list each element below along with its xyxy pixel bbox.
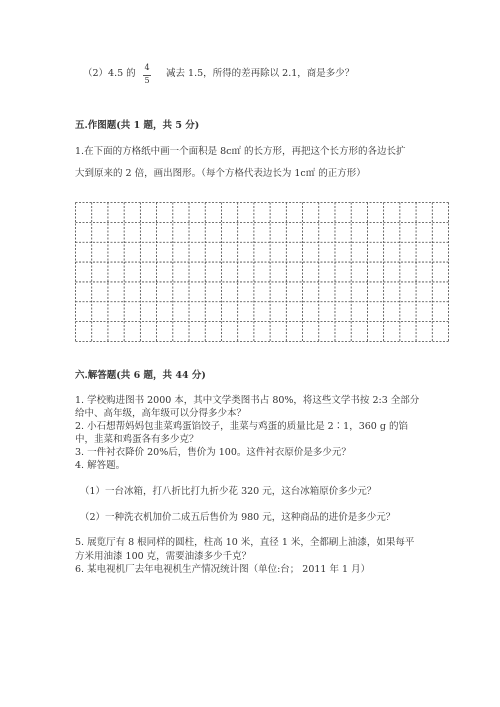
grid-paper[interactable]: [75, 202, 449, 342]
section5-title: 五.作图题(共 1 题，共 5 分): [75, 120, 200, 131]
fraction-numerator: 4: [144, 63, 150, 72]
section6-title: 六.解答题(共 6 题，共 44 分): [75, 370, 206, 381]
section5-q1-line1: 1.在下面的方格纸中画一个面积是 8c㎡ 的长方形，再把这个长方形的各边长扩: [75, 146, 406, 157]
q2-prefix: （2）4.5 的: [83, 68, 136, 79]
section6-line: 2. 小石想帮妈妈包韭菜鸡蛋馅饺子，韭菜与鸡蛋的质量比是 2∶1，360 g 的馅: [75, 421, 408, 432]
fraction-denominator: 5: [144, 76, 150, 85]
q2-suffix: 减去 1.5，所得的差再除以 2.1，商是多少？: [166, 68, 355, 79]
q4-sub1: （1）一台冰箱，打八折比打九折少花 320 元，这台冰箱原价多少元？: [80, 486, 377, 497]
section6-line: 给中、高年级，高年级可以分得多少本？: [75, 408, 247, 419]
section6-line: 1. 学校购进图书 2000 本，其中文学类图书占 80%，将这些文学书按 2:3 全部分: [75, 395, 420, 406]
q4-sub2: （2）一种洗衣机加价二成五后售价为 980 元，这种商品的进价是多少元？: [80, 512, 396, 523]
q5-line1: 5. 展览厅有 8 根同样的圆柱，柱高 10 米，直径 1 米，全都刷上油漆，如果每平: [75, 537, 415, 548]
section5-q1-line2: 大到原来的 2 倍，画出图形。（每个方格代表边长为 1c㎡ 的正方形）: [75, 168, 366, 179]
q6-line: 6. 某电视机厂去年电视机生产情况统计图（单位:台； 2011 年 1 月）: [75, 564, 371, 575]
section6-line: 3. 一件衬衣降价 20%后，售价为 100。这件衬衣原价是多少元？: [75, 447, 351, 458]
section6-line: 中，韭菜和鸡蛋各有多少克？: [75, 434, 199, 445]
q5-line2: 方米用油漆 100 克，需要油漆多少千克？: [75, 551, 252, 562]
section6-line: 4. 解答题。: [75, 460, 126, 471]
